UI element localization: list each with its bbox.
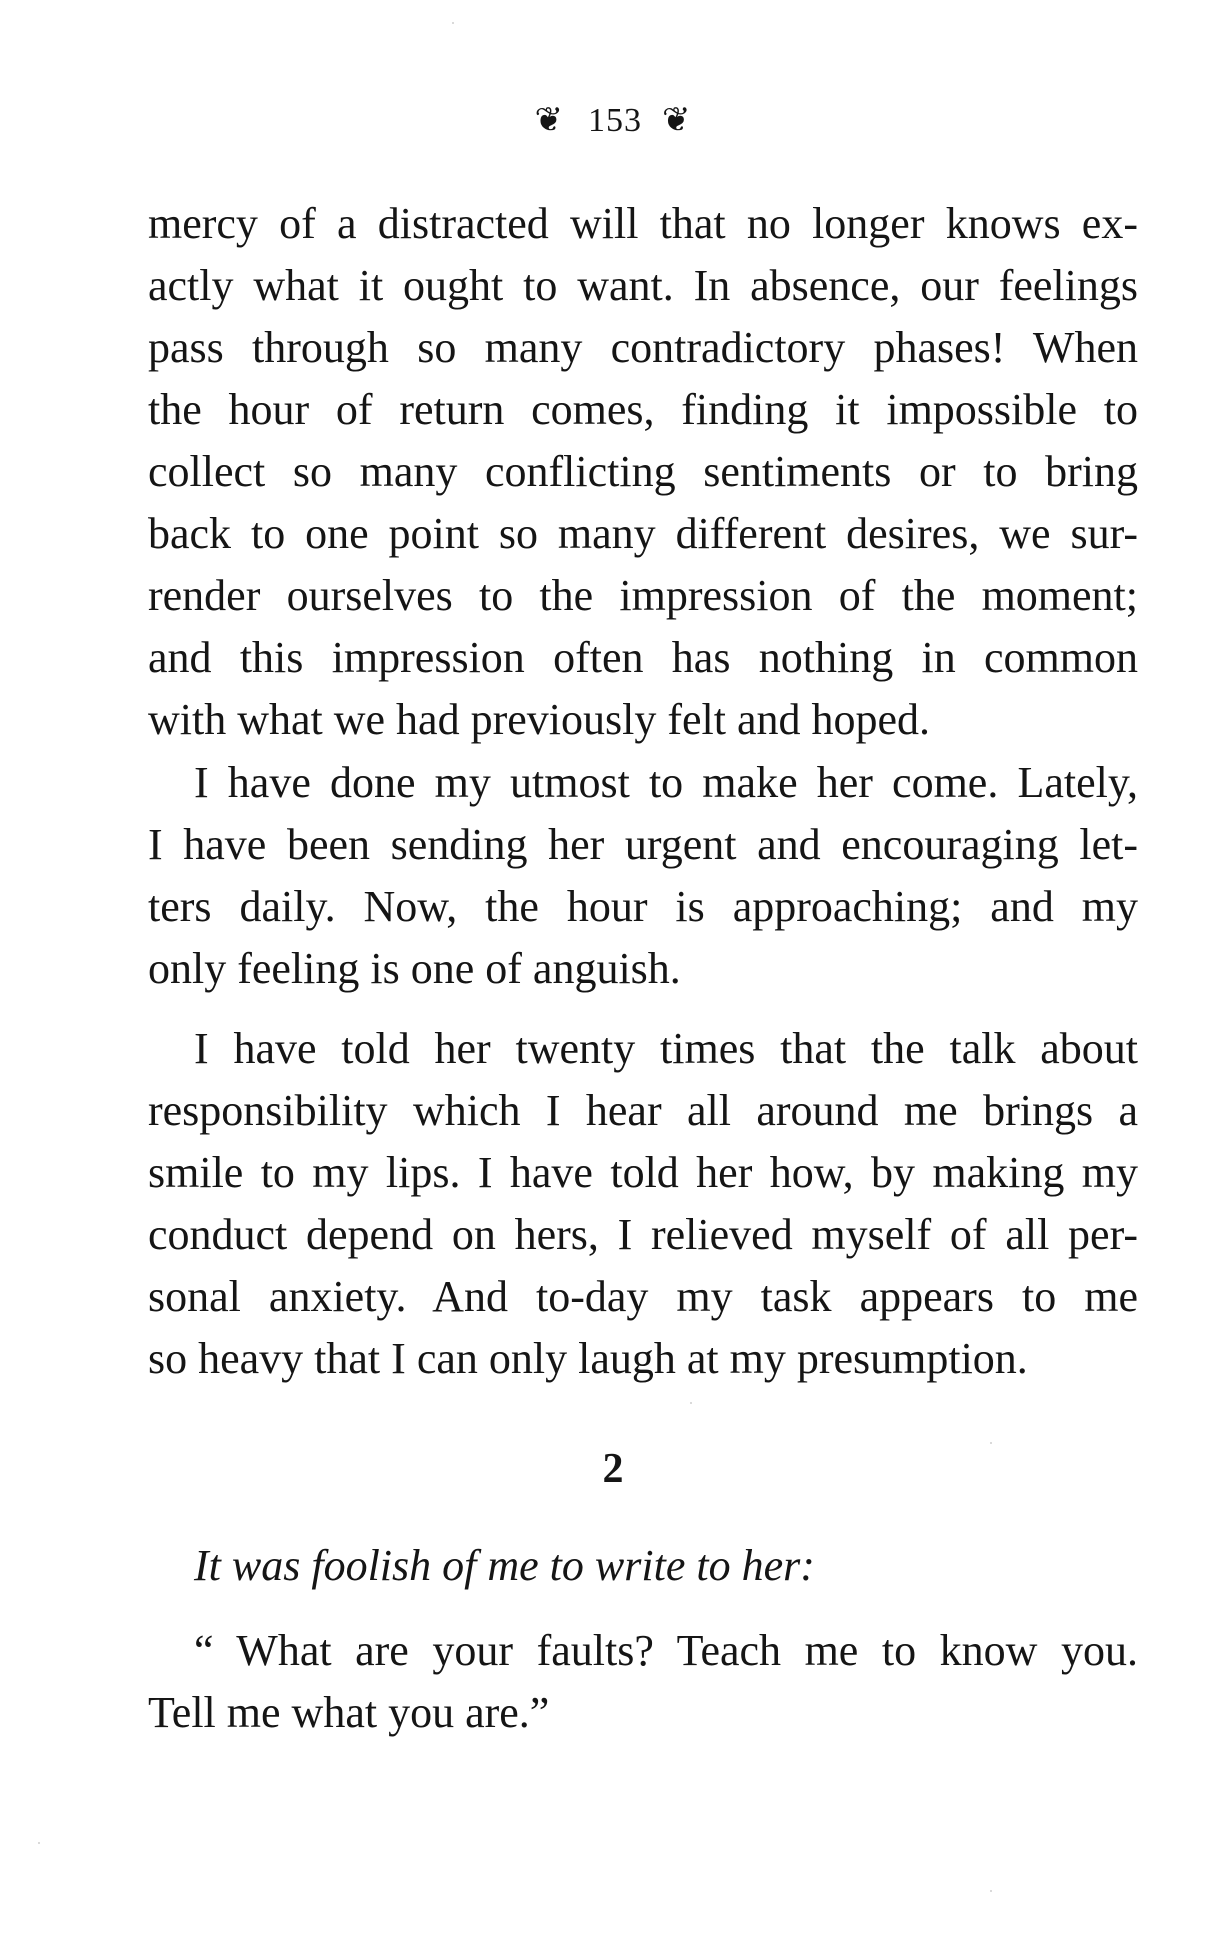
text-line: so heavy that I can only laugh at my presumption. — [148, 1334, 1028, 1383]
paper-speck — [690, 1402, 692, 1404]
text-line: responsibility which I hear all around me brings a — [148, 1086, 1138, 1135]
text-line: conduct depend on hers, I relieved myself of all per- — [148, 1210, 1138, 1259]
running-header — [0, 102, 1226, 138]
text-line: smile to my lips. I have told her how, by making my — [148, 1148, 1138, 1197]
text-line: and this impression often has nothing in common — [148, 633, 1138, 682]
paragraph-3 — [148, 1018, 1138, 1390]
text-line: I have told her twenty times that the talk about — [194, 1024, 1138, 1073]
paper-speck — [990, 1442, 992, 1444]
page-number: 153 — [588, 102, 642, 140]
text-line: Tell me what you are.” — [148, 1688, 550, 1737]
text-line: sonal anxiety. And to-day my task appears to me — [148, 1272, 1138, 1321]
text-line: collect so many conflicting sentiments or to bring — [148, 447, 1138, 496]
paper-speck — [38, 1842, 40, 1844]
text-line: pass through so many contradictory phases! When — [148, 323, 1138, 372]
section-number: 2 — [602, 1446, 624, 1492]
text-line: the hour of return comes, finding it impossible to — [148, 385, 1138, 434]
paragraph-4 — [148, 1535, 1138, 1597]
paragraph-1 — [148, 193, 1138, 751]
text-line: I have done my utmost to make her come. Lately, — [194, 758, 1138, 807]
paragraph-2 — [148, 752, 1138, 1000]
fleuron-left-icon: ❦ — [534, 102, 564, 140]
text-line: render ourselves to the impression of the moment; — [148, 571, 1138, 620]
text-line: ters daily. Now, the hour is approaching; and my — [148, 882, 1138, 931]
text-line: with what we had previously felt and hoped. — [148, 695, 931, 744]
text-line: It was foolish of me to write to her: — [194, 1541, 815, 1590]
paper-speck — [452, 22, 454, 24]
paper-speck — [990, 1890, 992, 1892]
text-line: actly what it ought to want. In absence, our feelings — [148, 261, 1138, 310]
fleuron-right-icon: ❦ — [662, 102, 692, 140]
text-line: I have been sending her urgent and encouraging let- — [148, 820, 1138, 869]
text-line: back to one point so many different desires, we sur- — [148, 509, 1138, 558]
text-line: only feeling is one of anguish. — [148, 944, 681, 993]
text-line: mercy of a distracted will that no longer knows ex- — [148, 199, 1138, 248]
paragraph-5 — [148, 1620, 1138, 1744]
text-line: “ What are your faults? Teach me to know you. — [194, 1626, 1138, 1675]
